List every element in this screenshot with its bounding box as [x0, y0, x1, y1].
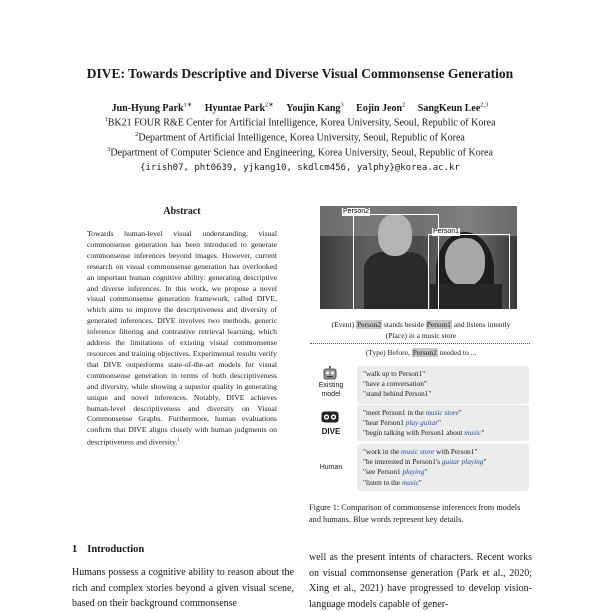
affiliation: $^3$Department of Computer Science and Engineering, Korea University, Seoul, Republic of Korea [107, 146, 493, 159]
dotted-divider [310, 343, 530, 344]
inference-item: "see Person1 playing" [363, 467, 428, 477]
event-description: (Event) Person2 stands beside Person1 and listens intently (Place) in a music store [331, 320, 511, 340]
human-inferences [357, 444, 529, 491]
inference-item: "stand behind Person1" [363, 389, 432, 399]
inference-item: "begin talking with Person1 about music" [363, 428, 485, 438]
author-list [0, 101, 600, 114]
inference-item: "listen to the music" [363, 477, 422, 487]
figure-photo [320, 206, 517, 309]
abstract-body: Towards human-level visual understanding, visual commonsense generation has been introduced to generate commonsense inferences beyond images. However, current research on visual commonsense generation has overlooked an important human cognitive ability: generating descriptive and diverse inferences. In this work, we propose a novel visual commonsense generation framework, called DIVE, which aims to improve the descriptiveness and diversity of generated inferences. DIVE involves two methods, generic inference filtering and contrastive retrieval learning, which address the limitations of existing visual commonsense resources and training objectives. Experimental results verify that DIVE outperforms state-of-the-art models for visual commonsense generation in terms of both descriptiveness and diversity, while showing a superior quality in generating unique and novel inferences. Notably, DIVE achieves human-level descriptiveness and diversity on Visual Commonsense Graphs. Furthermore, human evaluations confirm that DIVE aligns closely with human judgments on descriptiveness and diversity.$^1$ [87, 229, 277, 447]
person1-box-label: Person1 [433, 228, 460, 235]
row-label-human: Human [319, 464, 343, 471]
author: SangKeun Lee$^{2,3}$ [417, 102, 489, 115]
inference-item: "be interested in Person1's guitar playing" [363, 457, 487, 467]
author: Jun-Hyung Park$^{1∗}$ [111, 102, 193, 115]
row-label-existing-model: Existing model [318, 382, 344, 398]
inference-item: "have a conversation" [363, 379, 427, 389]
inference-type: (Type) Before, Person2 needed to ... [365, 348, 477, 357]
robot-icon [322, 366, 338, 380]
affiliation: $^1$BK21 FOUR R&E Center for Artificial Intelligence, Korea University, Seoul, Republic of Korea [104, 116, 496, 129]
author-emails: {irish07, pht0639, yjkang10, skdlcm456, yalphy}@korea.ac.kr [140, 163, 460, 173]
paper-title: DIVE: Towards Descriptive and Diverse Visual Commonsense Generation [86, 66, 514, 81]
person1-bounding-box [428, 234, 510, 309]
intro-paragraph-right: well as the present intents of characters. Recent works on visual commonsense generation (Park et al., 2020; Xing et al., 2021) have progressed to develop vision-language models capable of gener- [309, 552, 532, 610]
author: Hyuntae Park$^{2∗}$ [204, 102, 274, 115]
existing-model-inferences [357, 366, 529, 404]
author: Eojin Jeon$^2$ [356, 102, 406, 115]
dive-icon [321, 411, 339, 423]
abstract-heading: Abstract [163, 206, 201, 217]
intro-paragraph-left: Humans possess a cognitive ability to reason about the rich and complex stories beyond a given visual scene, based on their background commonsense [72, 567, 294, 609]
person2-box-label: Person2 [343, 208, 370, 215]
footnote-mark: 1 [177, 438, 180, 444]
dive-inferences [357, 405, 529, 441]
inference-item: "work in the music store with Person1" [363, 447, 478, 456]
row-label-dive: DIVE [321, 427, 341, 436]
inference-item: "walk up to Person1" [363, 369, 426, 378]
figure-caption: Figure 1: Comparison of commonsense inferences from models and humans. Blue words represent key details. [309, 503, 521, 524]
place-description: (Place) in a music store [385, 331, 457, 340]
inference-item: "meet Person1 in the music store" [363, 408, 462, 417]
inference-item: "hear Person1 play guitar" [363, 418, 441, 428]
affiliation: $^2$Department of Artificial Intelligence, Korea University, Seoul, Republic of Korea [135, 131, 465, 144]
person2-bounding-box [353, 214, 439, 309]
section-heading-introduction: 1 Introduction [72, 544, 145, 555]
author: Youjin Kang$^3$ [286, 102, 344, 115]
